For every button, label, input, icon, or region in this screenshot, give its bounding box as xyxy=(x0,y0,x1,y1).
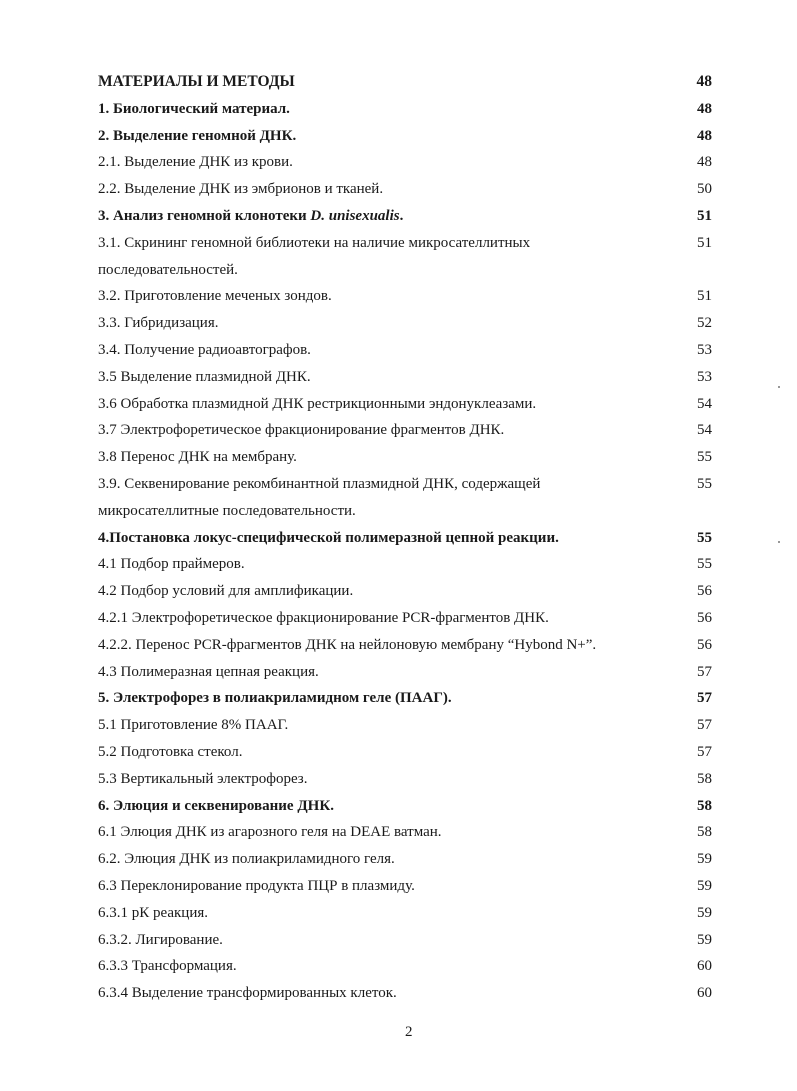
toc-entry xyxy=(98,417,718,444)
toc-entry-title: 3.3. Гибридизация. xyxy=(98,315,219,332)
toc-entry xyxy=(98,685,718,712)
toc-entry xyxy=(98,391,718,418)
toc-entry-title: МАТЕРИАЛЫ И МЕТОДЫ xyxy=(98,73,295,90)
toc-entry-title: 4.2.2. Перенос PCR-фрагментов ДНК на нейлоновую мембрану “Hybond N+”. xyxy=(98,636,597,653)
toc-page-number: 51 xyxy=(697,288,712,305)
scan-speck xyxy=(778,386,780,388)
toc-page-number: 59 xyxy=(697,904,712,921)
toc-entry-title: 3.6 Обработка плазмидной ДНК рестрикционными эндонуклеазами. xyxy=(98,395,537,412)
toc-entry-title: 6.3.1 рК реакция. xyxy=(98,904,208,921)
toc-page-number: 50 xyxy=(697,181,712,198)
toc-page-number: 56 xyxy=(697,609,712,626)
toc-entry-title: 3.5 Выделение плазмидной ДНК. xyxy=(98,368,311,385)
toc-entry xyxy=(98,337,718,364)
toc-page-number: 57 xyxy=(697,663,712,680)
toc-page-number: 55 xyxy=(697,529,712,546)
toc-entry xyxy=(98,659,718,686)
toc-page-number: 58 xyxy=(697,770,712,787)
toc-entry-title: 1. Биологический материал. xyxy=(98,100,290,117)
toc-entry-title: 4.2.1 Электрофоретическое фракционирование PCR-фрагментов ДНК. xyxy=(98,609,549,626)
scan-speck xyxy=(778,541,780,543)
toc-entry-title: 5.2 Подготовка стекол. xyxy=(98,743,243,760)
toc-entry xyxy=(98,712,718,739)
toc-entry-italic: D. unisexualis xyxy=(310,207,400,224)
toc-page-number: 57 xyxy=(697,717,712,734)
toc-page-number: 58 xyxy=(697,824,712,841)
table-of-contents xyxy=(98,69,718,1007)
toc-entry-title: 4.3 Полимеразная цепная реакция. xyxy=(98,663,319,680)
toc-page-number: 55 xyxy=(697,475,712,492)
toc-entry xyxy=(98,927,718,954)
toc-entry xyxy=(98,283,718,310)
toc-entry-title: 5.3 Вертикальный электрофорез. xyxy=(98,770,308,787)
toc-entry-continuation: микросателлитные последовательности. xyxy=(98,502,356,519)
toc-entry-title: 4.Постановка локус-специфической полимеразной цепной реакции. xyxy=(98,529,559,546)
toc-page-number: 59 xyxy=(697,877,712,894)
toc-page-number: 51 xyxy=(697,207,712,224)
toc-entry-title: 2.2. Выделение ДНК из эмбрионов и тканей. xyxy=(98,181,384,198)
toc-entry-title: 2.1. Выделение ДНК из крови. xyxy=(98,154,293,171)
toc-entry xyxy=(98,793,718,820)
toc-page-number: 59 xyxy=(697,931,712,948)
toc-entry-title: 3.2. Приготовление меченых зондов. xyxy=(98,288,332,305)
toc-entry xyxy=(98,310,718,337)
toc-page-number: 54 xyxy=(697,395,712,412)
toc-entry xyxy=(98,605,718,632)
toc-page-number: 52 xyxy=(697,315,712,332)
toc-entry xyxy=(98,69,718,96)
toc-entry-title: 2. Выделение геномной ДНК. xyxy=(98,127,297,144)
toc-entry-title: 6. Элюция и секвенирование ДНК. xyxy=(98,797,334,814)
toc-page-number: 60 xyxy=(697,985,712,1002)
toc-page-number: 57 xyxy=(697,743,712,760)
toc-entry xyxy=(98,551,718,578)
toc-entry xyxy=(98,525,718,552)
toc-entry-title: 3. Анализ геномной клонотеки xyxy=(98,207,311,224)
toc-page-number: 58 xyxy=(697,797,712,814)
toc-entry xyxy=(98,578,718,605)
toc-entry xyxy=(98,203,718,230)
toc-entry-title: 4.2 Подбор условий для амплификации. xyxy=(98,583,354,600)
toc-entry xyxy=(98,953,718,980)
toc-page-number: 54 xyxy=(697,422,712,439)
toc-entry xyxy=(98,176,718,203)
toc-entry-title: 4.1 Подбор праймеров. xyxy=(98,556,245,573)
toc-page-number: 51 xyxy=(697,234,712,251)
toc-page-number: 60 xyxy=(697,958,712,975)
toc-entry xyxy=(98,123,718,150)
toc-entry-title: 6.1 Элюция ДНК из агарозного геля на DEAE ватман. xyxy=(98,824,442,841)
toc-entry-title: 5. Электрофорез в полиакриламидном геле (ПААГ). xyxy=(98,690,452,707)
toc-entry-title: 3.1. Скрининг геномной библиотеки на наличие микросателлитных xyxy=(98,234,531,251)
toc-entry xyxy=(98,846,718,873)
toc-entry xyxy=(98,873,718,900)
toc-entry-title: 3.4. Получение радиоавтографов. xyxy=(98,341,311,358)
toc-entry-title: 3.9. Секвенирование рекомбинантной плазмидной ДНК, содержащей xyxy=(98,475,541,492)
toc-page-number: 48 xyxy=(697,100,712,117)
toc-page-number: 57 xyxy=(697,690,712,707)
toc-entry xyxy=(98,149,718,176)
toc-page-number: 56 xyxy=(697,636,712,653)
toc-page-number: 56 xyxy=(697,583,712,600)
toc-entry-title: 3.7 Электрофоретическое фракционирование фрагментов ДНК. xyxy=(98,422,505,439)
toc-page-number: 48 xyxy=(696,73,712,90)
toc-entry xyxy=(98,230,718,257)
toc-entry-title: 6.3.3 Трансформация. xyxy=(98,958,237,975)
toc-entry xyxy=(98,980,718,1007)
toc-entry xyxy=(98,900,718,927)
toc-entry-title: 6.3.2. Лигирование. xyxy=(98,931,223,948)
toc-entry-suffix: . xyxy=(399,207,404,224)
page-number: 2 xyxy=(405,1024,413,1040)
toc-entry-title: 5.1 Приготовление 8% ПААГ. xyxy=(98,717,289,734)
toc-entry xyxy=(98,632,718,659)
toc-entry-continuation: последовательностей. xyxy=(98,261,238,278)
toc-entry xyxy=(98,364,718,391)
toc-page-number: 55 xyxy=(697,556,712,573)
toc-entry xyxy=(98,739,718,766)
toc-page-number: 48 xyxy=(697,154,712,171)
toc-page-number: 53 xyxy=(697,341,712,358)
toc-entry-title: 3.8 Перенос ДНК на мембрану. xyxy=(98,449,297,466)
toc-entry-title: 6.3 Переклонирование продукта ПЦР в плазмиду. xyxy=(98,877,415,894)
toc-entry xyxy=(98,766,718,793)
toc-page-number: 48 xyxy=(697,127,712,144)
toc-entry xyxy=(98,444,718,471)
toc-entry xyxy=(98,96,718,123)
toc-page-number: 53 xyxy=(697,368,712,385)
toc-page-number: 59 xyxy=(697,851,712,868)
toc-entry xyxy=(98,819,718,846)
toc-page-number: 55 xyxy=(697,449,712,466)
toc-entry-title: 6.2. Элюция ДНК из полиакриламидного геля. xyxy=(98,851,395,868)
toc-entry xyxy=(98,471,718,498)
toc-entry-title: 6.3.4 Выделение трансформированных клеток. xyxy=(98,985,397,1002)
